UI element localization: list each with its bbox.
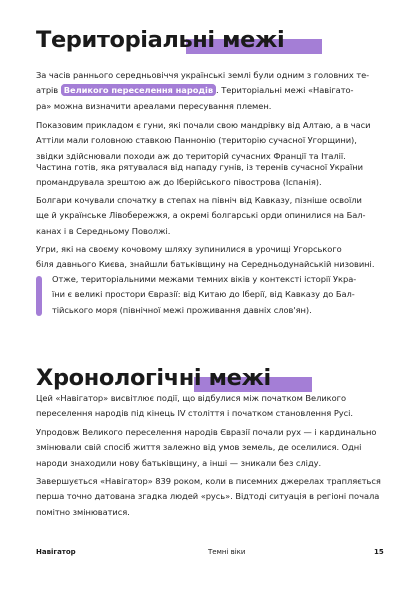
paragraph: Болгари кочували спочатку в степах на північ від Кавказу, пізніше освоїли ще й українське Лівобережжя, а окремі болгарські орди опинилися на Бал- канах і в Середньому Поволжі. [36, 195, 366, 236]
paragraph: Угри, які на своєму кочовому шляху зупинилися в урочищі Угорського біля давнього Києва, знайшли батьківщину на Середньодунайській низовині. [36, 244, 375, 270]
paragraph: За часів раннього середньовіччя українські землі були одним з головних те- атрів Великого переселення народів . Територіальні межі «Навігато- ра» можна визначити ареалами пересування племен. [36, 70, 370, 111]
highlighted-term: Великого переселення народів [61, 84, 216, 96]
paragraph: Завершується «Навігатор» 839 роком, коли в писемних джерелах трапляється перша точно датована згадка людей «русь». Відтоді ситуація в регіоні почала помітно змінюватися. [36, 476, 381, 517]
paragraph: Показовим прикладом є гуни, які почали свою мандрівку від Алтаю, а в часи Аттіли мали головною ставкою Паннонію (територію сучасної Угорщини), звідки здійснювали походи аж до територій сучасних Франції та Італії. [36, 120, 371, 161]
paragraph: Частина готів, яка рятувалася від нападу гунів, із теренів сучасної України промандрувала зрештою аж до Іберійського півострова (Іспанія). [36, 162, 363, 188]
page-number: 15 [374, 548, 384, 556]
paragraph: Упродовж Великого переселення народів Євразії почали рух — і кардинально змінювали свій спосіб життя залежно від умов земель, де оселилися. Одні народи знаходили нову батьківщину, а інші — зникали без сліду. [36, 427, 377, 468]
quote-accent-bar [36, 276, 42, 316]
paragraph: Цей «Навігатор» висвітлює події, що відбулися між початком Великого переселення народів під кінець IV століття і початком становлення Русі. [36, 393, 353, 419]
footer-section-title: Темні віки [208, 548, 246, 556]
section-heading-territorial: Територіальні межі [36, 29, 284, 52]
callout-quote: Отже, територіальними межами темних віків у контексті історії Укра- їни є великі простори Євразії: від Китаю до Іберії, від Кавказу до Бал- тійського моря (північної межі проживання давніх слов'ян). [52, 274, 357, 315]
section-heading-chronological: Хронологічні межі [36, 367, 271, 390]
footer-book-title: Навігатор [36, 548, 76, 556]
